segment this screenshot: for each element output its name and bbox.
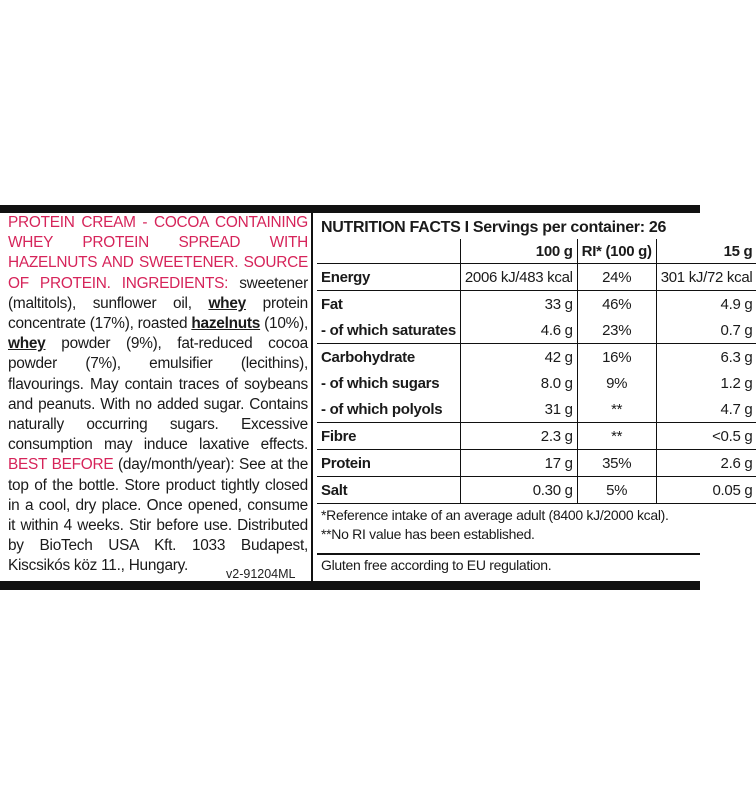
top-rule bbox=[0, 205, 700, 213]
gluten-statement: Gluten free according to EU regulation. bbox=[321, 557, 552, 573]
column-divider bbox=[311, 213, 313, 581]
value-per-100g: 42 g bbox=[460, 344, 577, 371]
value-ri: ** bbox=[577, 396, 656, 423]
best-before-text: (day/month/year): See at the top of the bottle. Store product tightly closed in a cool, dry place. Once opened, consume it within 4 weeks. Stir before use. Distributed by BioTech USA Kft. 1033 Budapest, Kiscsikós köz 11., Hungary. bbox=[8, 456, 309, 575]
table-row bbox=[317, 450, 756, 477]
footnote-rule bbox=[317, 553, 700, 555]
value-ri: 9% bbox=[577, 370, 656, 396]
table-row bbox=[317, 477, 756, 504]
value-per-15g: 4.9 g bbox=[656, 291, 756, 318]
nutrition-table bbox=[317, 239, 756, 504]
table-row bbox=[317, 370, 756, 396]
header-ri: RI* (100 g) bbox=[577, 239, 656, 264]
nutrient-name: Salt bbox=[317, 477, 460, 504]
value-per-100g: 0.30 g bbox=[460, 477, 577, 504]
table-row bbox=[317, 264, 756, 291]
nutrition-panel bbox=[317, 213, 753, 573]
value-ri: 46% bbox=[577, 291, 656, 318]
value-per-15g: 4.7 g bbox=[720, 400, 753, 418]
value-per-100g: 17 g bbox=[460, 450, 577, 477]
footnotes bbox=[317, 504, 700, 544]
nutrient-name: Energy bbox=[317, 264, 460, 291]
value-ri: 23% bbox=[577, 317, 656, 344]
nutrient-name: Carbohydrate bbox=[317, 344, 460, 371]
table-row bbox=[317, 291, 756, 318]
version-code: v2-91204ML bbox=[226, 567, 296, 581]
value-per-15g: 301 kJ/72 kcal bbox=[656, 264, 756, 291]
value-per-100g: 8.0 g bbox=[460, 370, 577, 396]
value-per-15g: 0.7 g bbox=[720, 321, 753, 339]
value-per-100g: 33 g bbox=[460, 291, 577, 318]
value-ri: ** bbox=[577, 423, 656, 450]
header-nutrient bbox=[317, 239, 460, 264]
table-row bbox=[317, 344, 756, 371]
nutrient-name: Fibre bbox=[317, 423, 460, 450]
nutrient-name: - of which polyols bbox=[317, 396, 460, 423]
value-ri: 16% bbox=[577, 344, 656, 371]
bottom-rule bbox=[0, 581, 700, 590]
nutrient-name: - of which saturates bbox=[317, 317, 460, 344]
allergen-whey-1: whey bbox=[208, 294, 246, 312]
table-row bbox=[317, 396, 756, 423]
value-ri: 5% bbox=[577, 477, 656, 504]
ingredients-text-2: protein concentrate (17%), roasted bbox=[8, 294, 308, 333]
value-ri: 24% bbox=[577, 264, 656, 291]
nutrient-name: Fat bbox=[317, 291, 460, 318]
header-per-15g: 15 g bbox=[656, 239, 756, 264]
ingredients-panel bbox=[8, 213, 308, 577]
table-row bbox=[317, 423, 756, 450]
footnote-reference-intake: *Reference intake of an average adult (8400 kJ/2000 kcal). bbox=[321, 507, 669, 523]
nutrition-title: NUTRITION FACTS I Servings per container: 26 bbox=[321, 219, 667, 236]
value-per-15g: <0.5 g bbox=[656, 423, 756, 450]
nutrient-name: Protein bbox=[317, 450, 460, 477]
value-per-100g: 4.6 g bbox=[460, 317, 577, 344]
ingredients-label: INGREDIENTS: bbox=[121, 274, 229, 292]
allergen-hazelnuts: hazelnuts bbox=[191, 315, 261, 333]
value-per-15g: 0.05 g bbox=[656, 477, 756, 504]
value-per-100g: 2.3 g bbox=[460, 423, 577, 450]
ingredients-text-4: powder (9%), fat-reduced cocoa powder (7%), emulsifier (lecithins), flavourings. May contain traces of soybeans and peanuts. With no added sugar. Contains naturally occurring sugars. Excessive consumption may induce laxative effects. bbox=[8, 335, 308, 454]
table-row bbox=[317, 317, 756, 344]
value-ri: 35% bbox=[577, 450, 656, 477]
nutrient-name: - of which sugars bbox=[317, 370, 460, 396]
value-per-15g: 1.2 g bbox=[720, 374, 753, 392]
footnote-no-ri: **No RI value has been established. bbox=[321, 526, 535, 542]
value-per-15g: 6.3 g bbox=[656, 344, 756, 371]
value-per-100g: 31 g bbox=[460, 396, 577, 423]
nutrition-header-row bbox=[317, 239, 756, 264]
allergen-whey-2: whey bbox=[8, 335, 46, 353]
product-description: PROTEIN CREAM - COCOA CONTAINING WHEY PROTEIN SPREAD WITH HAZELNUTS AND SWEETENER. SOURCE OF PROTEIN. bbox=[8, 214, 308, 292]
value-per-100g: 2006 kJ/483 kcal bbox=[460, 264, 577, 291]
ingredients-text-1: sweetener (maltitols), sunflower oil, bbox=[8, 274, 308, 312]
header-per-100g: 100 g bbox=[460, 239, 577, 264]
value-per-15g: 2.6 g bbox=[656, 450, 756, 477]
ingredients-text-3: (10%), bbox=[260, 315, 309, 333]
best-before-label: BEST BEFORE bbox=[8, 456, 114, 474]
